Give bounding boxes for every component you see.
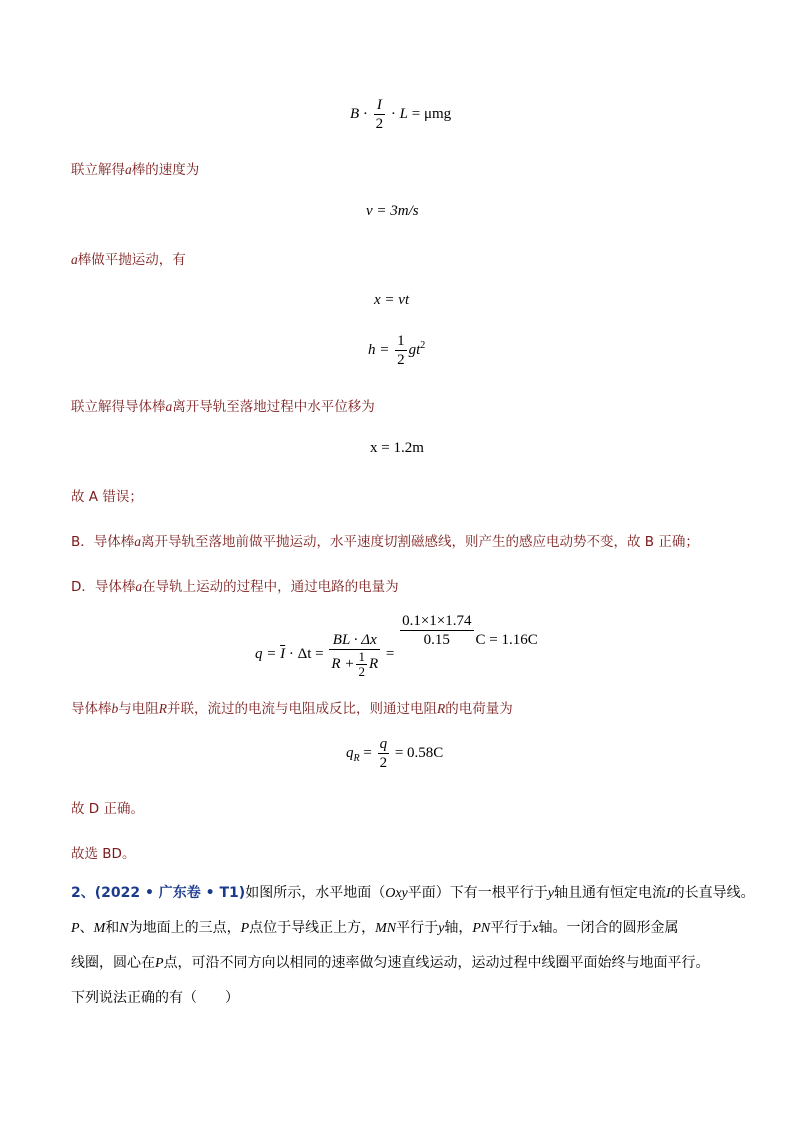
text: 在导轨上运动的过程中，通过电路的电量为: [142, 579, 399, 595]
text: 轴，: [444, 920, 473, 936]
question-2: [71, 876, 755, 1015]
eq-dt: · Δt =: [288, 646, 324, 662]
question-source: (2022 • 广东卷 • T1): [94, 885, 246, 901]
var-a: a: [135, 579, 143, 594]
text: B．导体棒: [71, 534, 135, 550]
solution-line-3: [71, 395, 375, 415]
var-y: y: [438, 921, 445, 936]
text: 平面）下有一根平行于: [407, 885, 548, 901]
eq-rhs: = μmg: [411, 105, 452, 122]
fraction-half-inner: [356, 650, 367, 679]
eq-exponent: 2: [420, 339, 426, 351]
var-p: P: [71, 921, 80, 936]
text: 的电荷量为: [445, 701, 513, 717]
text: 并联，流过的电流与电阻成反比，则通过电阻: [167, 701, 437, 717]
eq-lhs: q =: [255, 646, 277, 662]
eq-sub: R: [353, 752, 360, 764]
var-p: P: [240, 921, 250, 936]
var-a: a: [165, 399, 173, 414]
eq-var-l: L: [399, 105, 409, 122]
solution-line-4: 故 A 错误；: [71, 489, 143, 505]
equation-velocity: v = 3m/s: [366, 203, 419, 219]
text: 平行于: [396, 920, 439, 936]
eq-lhs: h =: [368, 341, 390, 358]
var-n: N: [119, 921, 129, 936]
question-number: 2、: [71, 885, 95, 901]
text: 棒的速度为: [131, 162, 200, 178]
solution-line-5: [71, 530, 699, 550]
solution-line-9: 故选 BD。: [71, 846, 136, 862]
fraction-i-over-2: [374, 96, 386, 133]
den-part: R: [368, 655, 379, 672]
frac-den: [329, 650, 380, 679]
equation-h: [368, 332, 425, 369]
frac-num: 1: [358, 648, 365, 664]
equation-charge-r: [346, 735, 443, 772]
solution-line-6: [71, 575, 399, 595]
frac-num: 1: [397, 333, 405, 349]
frac-den: 2: [375, 116, 384, 132]
question-line-4: 下列说法正确的有（ ）: [71, 990, 239, 1006]
eq-i-bar: $\overline{I}$: [280, 646, 286, 662]
eq-tail: gt: [408, 341, 421, 358]
text: 轴且通有恒定电流: [553, 885, 666, 901]
frac-num: BL · Δx: [329, 631, 380, 650]
text: D．导体棒: [71, 579, 136, 595]
equation-displacement: x = 1.2m: [370, 440, 424, 456]
var-r: R: [437, 701, 446, 716]
question-line-3: [71, 946, 731, 981]
var-a: a: [134, 534, 142, 549]
var-x: x: [532, 921, 539, 936]
frac-num: 0.1×1×1.74: [402, 613, 472, 629]
text: 如图所示，水平地面（: [245, 885, 386, 901]
text: 和: [105, 920, 120, 936]
text: 导体棒: [71, 701, 112, 717]
text: 线圈，圆心在: [71, 955, 155, 971]
text: 点位于导线正上方，: [249, 920, 376, 936]
var-a: a: [125, 162, 132, 177]
var-m: M: [93, 921, 106, 936]
text: 棒做平抛运动，有: [77, 252, 186, 268]
solution-line-7: [71, 697, 513, 717]
text: 离开导轨至落地过程中水平位移为: [172, 399, 375, 415]
equation-charge: [255, 612, 538, 679]
text: 轴。一闭合的圆形金属: [538, 920, 679, 936]
equation-force-balance: B · $\frac{I}{2}$ · L = μmg: [350, 97, 452, 132]
text: 为地面上的三点，: [128, 920, 241, 936]
text: 联立解得: [71, 162, 125, 178]
var-oxy: Oxy: [385, 886, 408, 901]
fraction-half: [395, 332, 407, 369]
text: 离开导轨至落地前做平抛运动，水平速度切割磁感线，则产生的感应电动势不变，故 B 正确；: [141, 534, 699, 550]
den-part: R +: [331, 655, 355, 672]
var-a: a: [71, 252, 78, 267]
fraction-q-half: [378, 735, 390, 772]
fraction-bl-dx: [329, 631, 380, 679]
text: 联立解得导体棒: [71, 399, 166, 415]
question-line-2: [71, 911, 731, 946]
eq-var-b: B: [350, 105, 360, 122]
fraction-numeric: [400, 612, 473, 649]
var-b: b: [111, 701, 119, 716]
frac-num: I: [374, 96, 386, 115]
frac-den: 2: [397, 352, 405, 368]
text: 、: [79, 920, 94, 936]
solution-line-8: 故 D 正确。: [71, 801, 144, 817]
solution-line-2: [71, 248, 186, 268]
var-pn: PN: [472, 921, 491, 936]
frac-num: q: [379, 736, 388, 752]
frac-den: 0.15: [423, 632, 450, 648]
text: 与电阻: [118, 701, 159, 717]
var-r: R: [158, 701, 167, 716]
question-line-1: [71, 876, 755, 911]
eq-sign: =: [363, 744, 372, 761]
text: 点，可沿不同方向以相同的速率做匀速直线运动，运动过程中线圈平面始终与地面平行。: [163, 955, 710, 971]
text: 的长直导线。: [670, 885, 755, 901]
frac-den: 2: [379, 755, 388, 771]
frac-den: 2: [358, 663, 365, 679]
var-p: P: [155, 956, 164, 971]
eq-rhs: = 0.58C: [394, 744, 444, 761]
var-mn: MN: [375, 921, 397, 936]
equation-x-vt: x = vt: [374, 292, 410, 308]
var-y: y: [547, 886, 554, 901]
var-i: I: [665, 886, 671, 901]
eq-lhs: q: [346, 744, 354, 761]
eq-sign: =: [385, 646, 395, 662]
solution-line-1: [71, 158, 199, 178]
text: 平行于: [490, 920, 533, 936]
eq-result: C = 1.16C: [475, 632, 538, 648]
